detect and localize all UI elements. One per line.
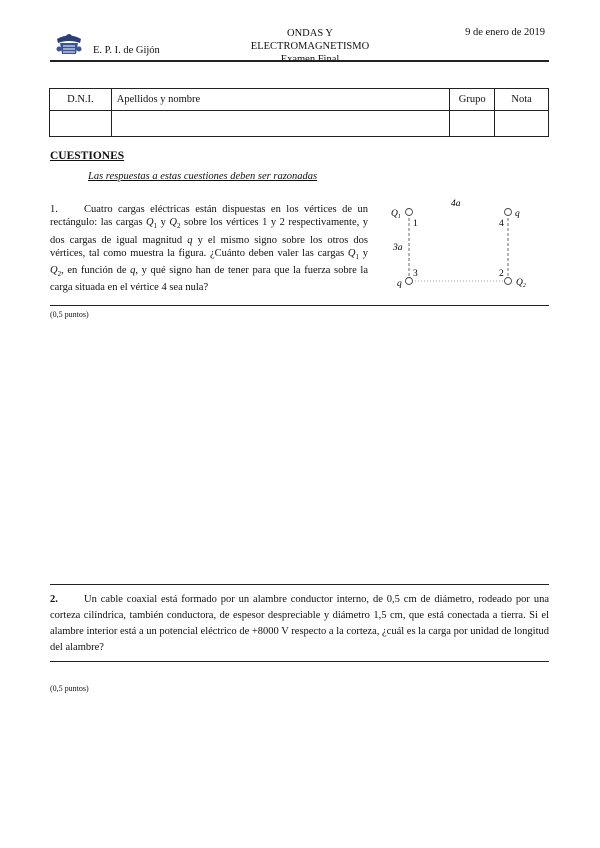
group-header: Grupo: [450, 89, 495, 111]
question-1: 1. Cuatro cargas eléctricas están dispuestas en los vértices de un rectángulo: las cargas $Q_1$ y $Q_2$ sobre los vértices 1 y 2 respectivamente, y dos cargas de igual magnitud q y el mismo signo sobre los otros dos vértices, tal como muestra la figura. ¿Cuánto deben valer las cargas $Q_1$ y $Q_2$, en función de q, y qué signo han de tener para que la fuerza sobre la carga situada en el vértice 4 sea nula?: [50, 204, 368, 294]
vertex-1-charge: [406, 209, 413, 216]
question-2-text: Un cable coaxial está formado por un alambre conductor interno, de 0,5 cm de diámetro, rodeado por una corteza cilíndrica, también conductora, de espesor despreciable y diámetro 1,5 cm, que está conectada a tierra. Si el alambre interior está a un potencial eléctrico de +8000 V respecto a la corteza, ¿cuál es la carga por unidad de longitud del alambre?: [50, 594, 549, 653]
question-2-number: 2.: [50, 594, 58, 605]
vertex-4-number: 4: [499, 219, 504, 229]
vertex-3-charge-label: q: [397, 279, 402, 289]
id-table-input-row: [50, 111, 549, 137]
question-2-divider: [50, 661, 549, 662]
name-cell[interactable]: [111, 111, 449, 137]
question-2-top-divider: [50, 584, 549, 585]
question-1-answer-area[interactable]: [50, 322, 549, 577]
university-logo-icon: [54, 30, 84, 56]
question-1-points: (0,5 puntos): [50, 310, 89, 319]
section-title: CUESTIONES: [50, 150, 125, 162]
rectangle-charges-figure: [385, 195, 535, 295]
dni-header: D.N.I.: [50, 89, 112, 111]
vertex-3-number: 3: [413, 269, 418, 279]
id-table-header-row: [50, 89, 549, 111]
name-header: Apellidos y nombre: [111, 89, 449, 111]
vertex-3-charge: [406, 278, 413, 285]
school-name: E. P. I. de Gijón: [93, 45, 160, 56]
question-2: [50, 592, 549, 656]
question-1-number: 1.: [50, 204, 58, 215]
course-title: ONDAS Y ELECTROMAGNETISMO: [250, 28, 370, 52]
vertex-4-charge: [505, 209, 512, 216]
grade-header: Nota: [495, 89, 549, 111]
header-divider: [50, 60, 549, 62]
exam-title: Examen Final: [280, 54, 340, 65]
width-label: 4a: [451, 199, 461, 209]
question-1-divider: [50, 305, 549, 306]
group-cell[interactable]: [450, 111, 495, 137]
question-2-points: (0,5 puntos): [50, 684, 89, 693]
height-label: 3a: [393, 243, 403, 253]
vertex-2-charge-label: $Q_2$: [516, 278, 526, 289]
grade-cell[interactable]: [495, 111, 549, 137]
vertex-1-charge-label: $Q_1$: [391, 209, 401, 220]
section-note: Las respuestas a estas cuestiones deben ser razonadas: [88, 171, 318, 182]
vertex-4-charge-label: q: [515, 209, 520, 219]
vertex-1-number: 1: [413, 219, 418, 229]
exam-date: 9 de enero de 2019: [465, 27, 545, 38]
student-id-table: [49, 88, 549, 137]
vertex-2-charge: [505, 278, 512, 285]
question-2-answer-area[interactable]: [50, 698, 549, 828]
vertex-2-number: 2: [499, 269, 504, 279]
dni-cell[interactable]: [50, 111, 112, 137]
